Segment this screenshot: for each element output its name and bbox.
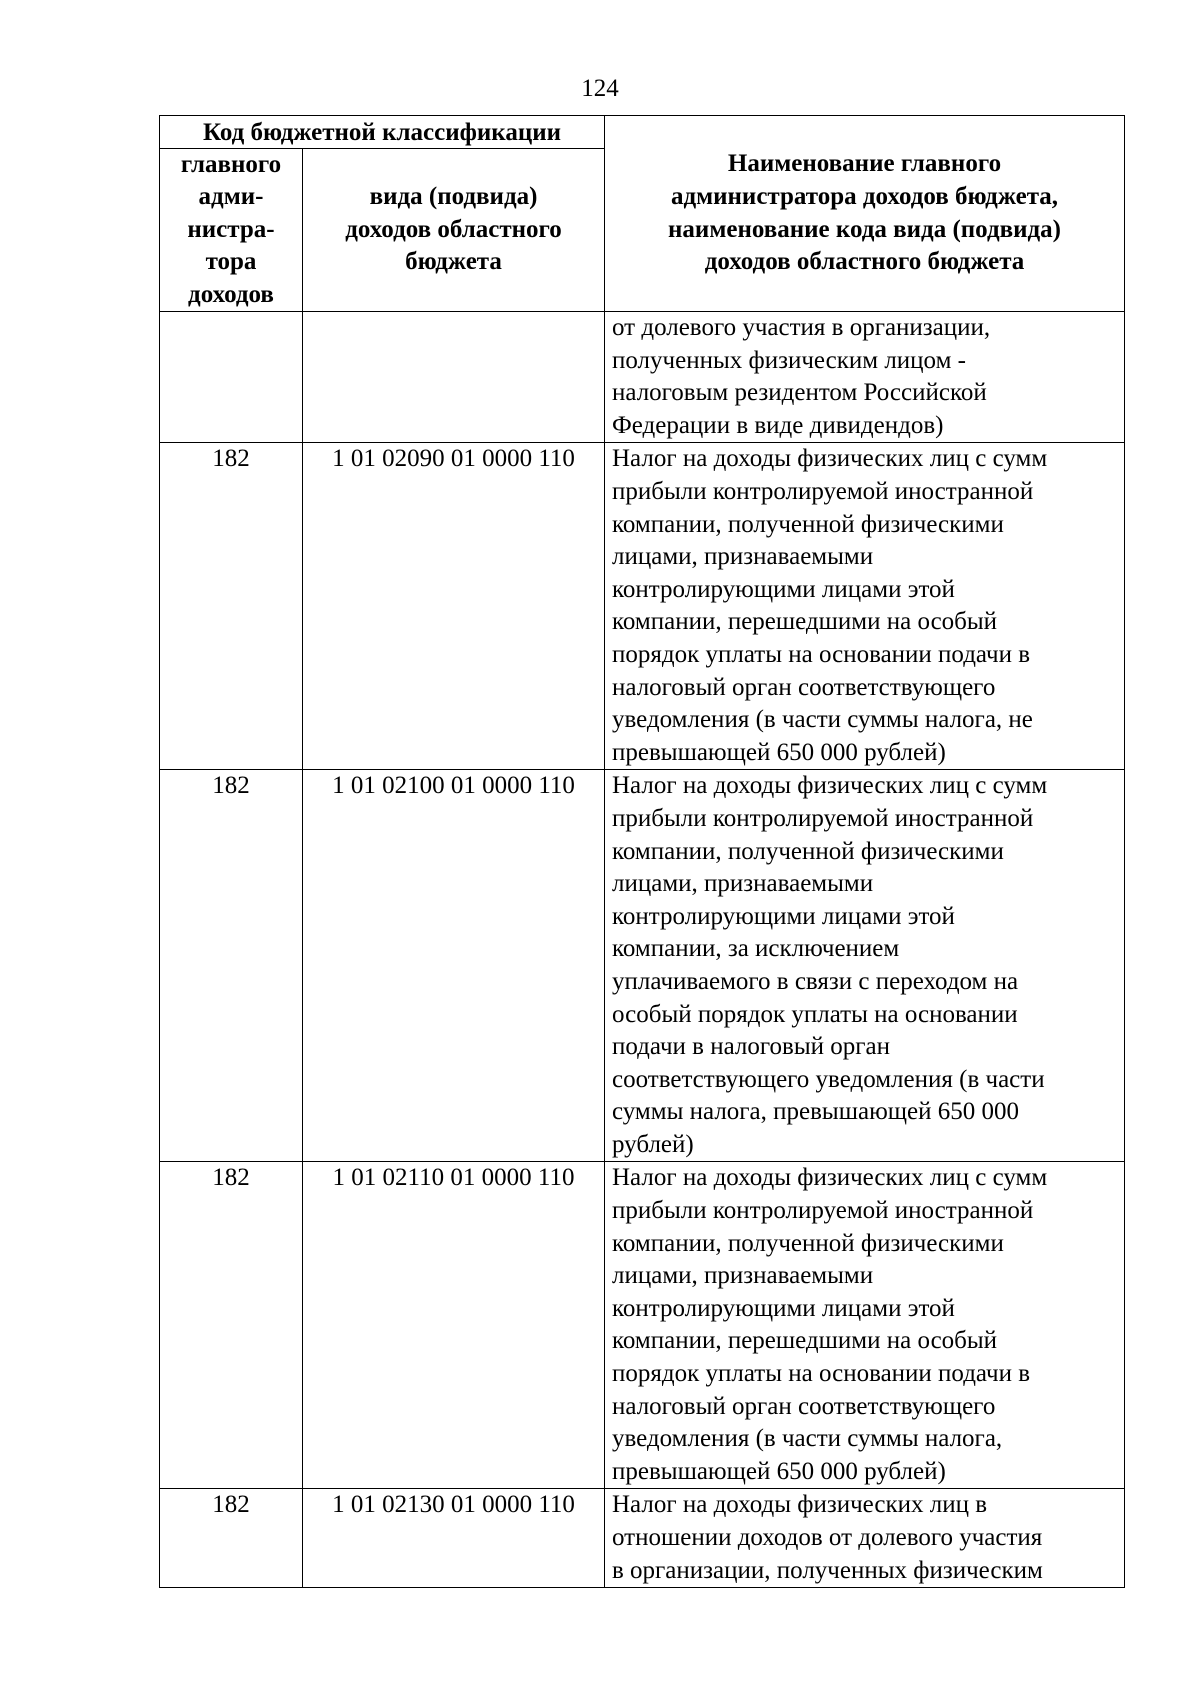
description-line: Налог на доходы физических лиц с сумм	[612, 1164, 1048, 1192]
table-row	[160, 1162, 1125, 1489]
description-line: налоговым резидентом Российской	[612, 379, 987, 407]
income-code-cell: 1 01 02130 01 0000 110	[303, 1489, 605, 1588]
admin-code-cell: 182	[160, 770, 303, 1162]
header-budget-classification-code: Код бюджетной классификации	[160, 116, 605, 149]
description-line: компании, за исключением	[612, 935, 900, 963]
description-line: компании, полученной физическими	[612, 510, 1004, 538]
description-line: Федерации в виде дивидендов)	[612, 411, 944, 439]
header-admin-line: адми-	[198, 183, 264, 211]
page-number: 124	[581, 75, 619, 102]
header-name-line: наименование кода вида (подвида)	[668, 215, 1061, 243]
description-line: подачи в налоговый орган	[612, 1033, 890, 1061]
description-line: прибыли контролируемой иностранной	[612, 478, 1034, 505]
description-line: лицами, признаваемыми	[612, 1262, 874, 1290]
description-line: прибыли контролируемой иностранной	[612, 1197, 1034, 1225]
income-code-cell	[303, 312, 605, 443]
table-row	[160, 443, 1125, 770]
description-line: налоговый орган соответствующего	[612, 673, 996, 701]
header-admin	[160, 149, 303, 312]
admin-code-cell	[160, 312, 303, 443]
description-line: от долевого участия в организации,	[612, 314, 991, 342]
description-line: Налог на доходы физических лиц с сумм	[612, 445, 1048, 473]
description-line: отношении доходов от долевого участия	[612, 1524, 1043, 1551]
header-name-line: Наименование главного	[727, 150, 1002, 178]
description-line: превышающей 650 000 рублей)	[612, 1457, 946, 1485]
description-line: Налог на доходы физических лиц с сумм	[612, 772, 1048, 800]
table-row	[160, 770, 1125, 1162]
description-line: прибыли контролируемой иностранной	[612, 804, 1034, 832]
header-name-line: администратора доходов бюджета,	[670, 182, 1059, 210]
description-line: уведомления (в части суммы налога,	[612, 1425, 1003, 1453]
description-cell	[605, 1162, 1125, 1489]
header-income-type	[303, 149, 605, 312]
description-cell	[605, 770, 1125, 1162]
description-line: контролирующими лицами этой	[612, 575, 955, 603]
income-code-cell: 1 01 02100 01 0000 110	[303, 770, 605, 1162]
header-name-line: доходов областного бюджета	[704, 248, 1025, 276]
description-line: соответствующего уведомления (в части	[612, 1065, 1045, 1093]
table-row	[160, 1489, 1125, 1588]
description-line: особый порядок уплаты на основании	[612, 1000, 1018, 1028]
income-code-cell: 1 01 02110 01 0000 110	[303, 1162, 605, 1489]
description-line: рублей)	[612, 1130, 694, 1158]
description-line: порядок уплаты на основании подачи в	[612, 640, 1031, 668]
description-line: компании, перешедшими на особый	[612, 608, 998, 636]
description-cell	[605, 1489, 1125, 1588]
description-line: лицами, признаваемыми	[612, 870, 874, 898]
description-line: компании, полученной физическими	[612, 837, 1004, 865]
header-type-line: бюджета	[405, 248, 502, 276]
description-cell	[605, 312, 1125, 443]
header-admin-line: доходов	[188, 280, 274, 308]
income-code-cell: 1 01 02090 01 0000 110	[303, 443, 605, 770]
header-type-line: доходов областного	[345, 215, 562, 243]
description-line: превышающей 650 000 рублей)	[612, 738, 946, 766]
description-line: полученных физическим лицом -	[612, 346, 966, 374]
header-type-line: вида (подвида)	[369, 183, 538, 211]
description-line: контролирующими лицами этой	[612, 902, 955, 930]
description-line: компании, перешедшими на особый	[612, 1327, 998, 1355]
description-line: Налог на доходы физических лиц в	[612, 1491, 988, 1519]
header-admin-line: тора	[205, 248, 257, 276]
budget-classification-table	[159, 115, 1125, 1588]
description-line: уплачиваемого в связи с переходом на	[612, 967, 1019, 995]
header-admin-line: нистра-	[187, 215, 275, 243]
description-line: суммы налога, превышающей 650 000	[612, 1098, 1019, 1126]
description-line: в организации, полученных физическим	[612, 1556, 1043, 1584]
description-line: лицами, признаваемыми	[612, 543, 874, 571]
header-name	[605, 116, 1125, 312]
description-line: налоговый орган соответствующего	[612, 1392, 996, 1420]
header-row-group	[160, 116, 1125, 149]
table-row	[160, 312, 1125, 443]
description-line: компании, полученной физическими	[612, 1229, 1004, 1257]
header-admin-line: главного	[180, 151, 282, 178]
description-line: порядок уплаты на основании подачи в	[612, 1360, 1031, 1388]
description-cell	[605, 443, 1125, 770]
description-line: уведомления (в части суммы налога, не	[612, 706, 1033, 734]
table-body	[160, 312, 1125, 1588]
admin-code-cell: 182	[160, 1489, 303, 1588]
admin-code-cell: 182	[160, 443, 303, 770]
admin-code-cell: 182	[160, 1162, 303, 1489]
description-line: контролирующими лицами этой	[612, 1294, 955, 1322]
